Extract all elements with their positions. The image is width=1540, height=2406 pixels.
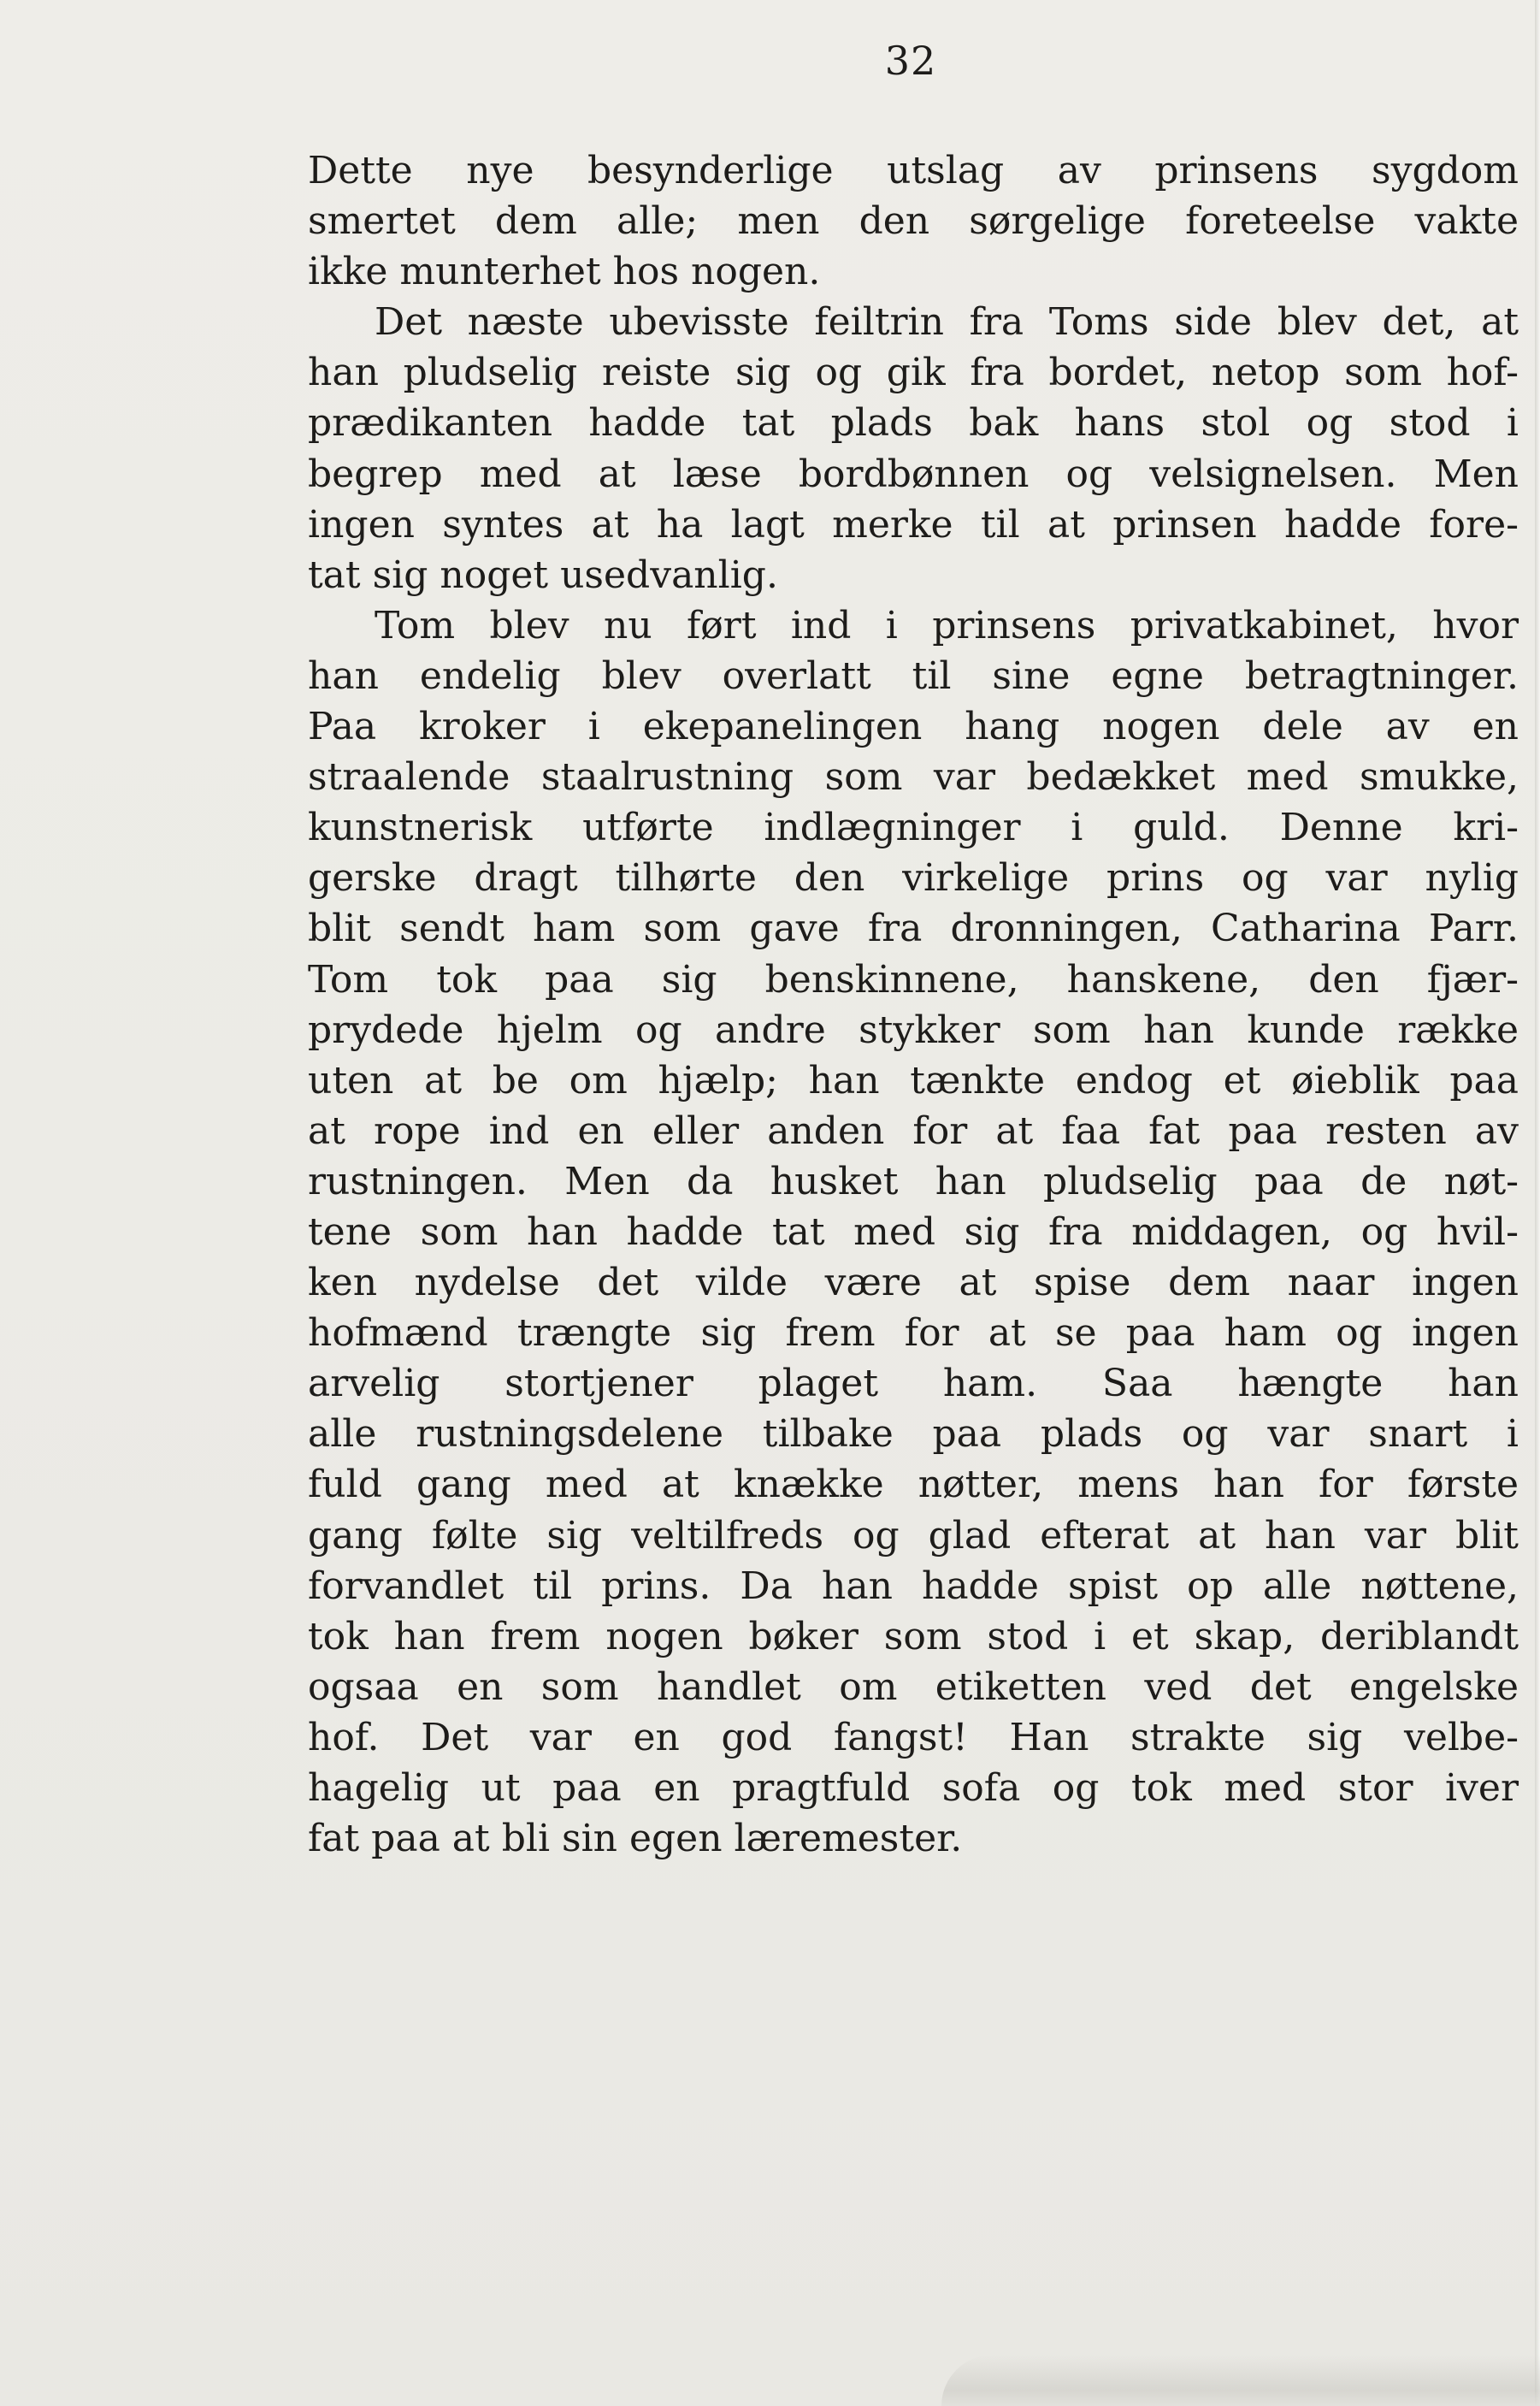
text-line: han endelig blev overlatt til sine egne betragtninger. <box>308 653 1519 698</box>
text-line: Tom blev nu ført ind i prinsens privatkabinet, hvor <box>375 603 1519 647</box>
text-line: tok han frem nogen bøker som stod i et skap, deriblandt <box>308 1614 1519 1658</box>
text-line: gerske dragt tilhørte den virkelige prins og var nylig <box>308 856 1519 901</box>
text-line: ikke munterhet hos nogen. <box>308 250 821 294</box>
text-line: alle rustningsdelene tilbake paa plads og var snart i <box>308 1412 1519 1457</box>
text-line: gang følte sig veltilfreds og glad efterat at han var blit <box>308 1513 1519 1558</box>
text-line: rustningen. Men da husket han pludselig paa de nøt- <box>308 1159 1519 1203</box>
text-line: prydede hjelm og andre stykker som han kunde række <box>308 1008 1519 1052</box>
page-curl-shadow <box>941 2355 1540 2406</box>
text-line: ogsaa en som handlet om etiketten ved det engelske <box>308 1664 1519 1709</box>
text-line: Tom tok paa sig benskinnene, hanskene, den fjær- <box>308 957 1519 1002</box>
text-line: forvandlet til prins. Da han hadde spist op alle nøttene, <box>308 1564 1519 1608</box>
text-line: ingen syntes at ha lagt merke til at prinsen hadde fore- <box>308 502 1519 547</box>
text-line: han pludselig reiste sig og gik fra bordet, netop som hof- <box>308 351 1519 395</box>
text-line: straalende staalrustning som var bedækket med smukke, <box>308 755 1519 800</box>
text-line: at rope ind en eller anden for at faa fat paa resten av <box>308 1108 1519 1153</box>
text-line: kunstnerisk utførte indlægninger i guld. Denne kri- <box>308 806 1519 850</box>
body-text <box>308 145 1519 1864</box>
page-number: 32 <box>884 38 937 84</box>
text-line: smertet dem alle; men den sørgelige foreteelse vakte <box>308 199 1519 244</box>
text-line: hof. Det var en god fangst! Han strakte sig velbe- <box>308 1715 1519 1759</box>
text-line: arvelig stortjener plaget ham. Saa hængte han <box>308 1362 1519 1406</box>
text-line: ken nydelse det vilde være at spise dem naar ingen <box>308 1261 1519 1305</box>
text-line: fuld gang med at knække nøtter, mens han for første <box>308 1463 1519 1507</box>
text-line: Dette nye besynderlige utslag av prinsens sygdom <box>308 149 1519 192</box>
text-line: blit sendt ham som gave fra dronningen, Catharina Parr. <box>308 907 1519 951</box>
text-line: fat paa at bli sin egen læremester. <box>308 1817 963 1861</box>
text-line: Det næste ubevisste feiltrin fra Toms side blev det, at <box>375 300 1519 345</box>
text-line: Paa kroker i ekepanelingen hang nogen dele av en <box>308 705 1519 749</box>
text-line: tat sig noget usedvanlig. <box>308 553 778 597</box>
page-edge <box>1535 0 1540 2406</box>
text-line: hofmænd trængte sig frem for at se paa ham og ingen <box>308 1311 1519 1356</box>
text-line: hagelig ut paa en pragtfuld sofa og tok med stor iver <box>308 1766 1519 1810</box>
text-line: uten at be om hjælp; han tænkte endog et øieblik paa <box>308 1058 1519 1103</box>
text-line: tene som han hadde tat med sig fra middagen, og hvil- <box>308 1209 1519 1254</box>
text-line: begrep med at læse bordbønnen og velsignelsen. Men <box>308 452 1519 496</box>
text-line: prædikanten hadde tat plads bak hans stol og stod i <box>308 401 1519 446</box>
